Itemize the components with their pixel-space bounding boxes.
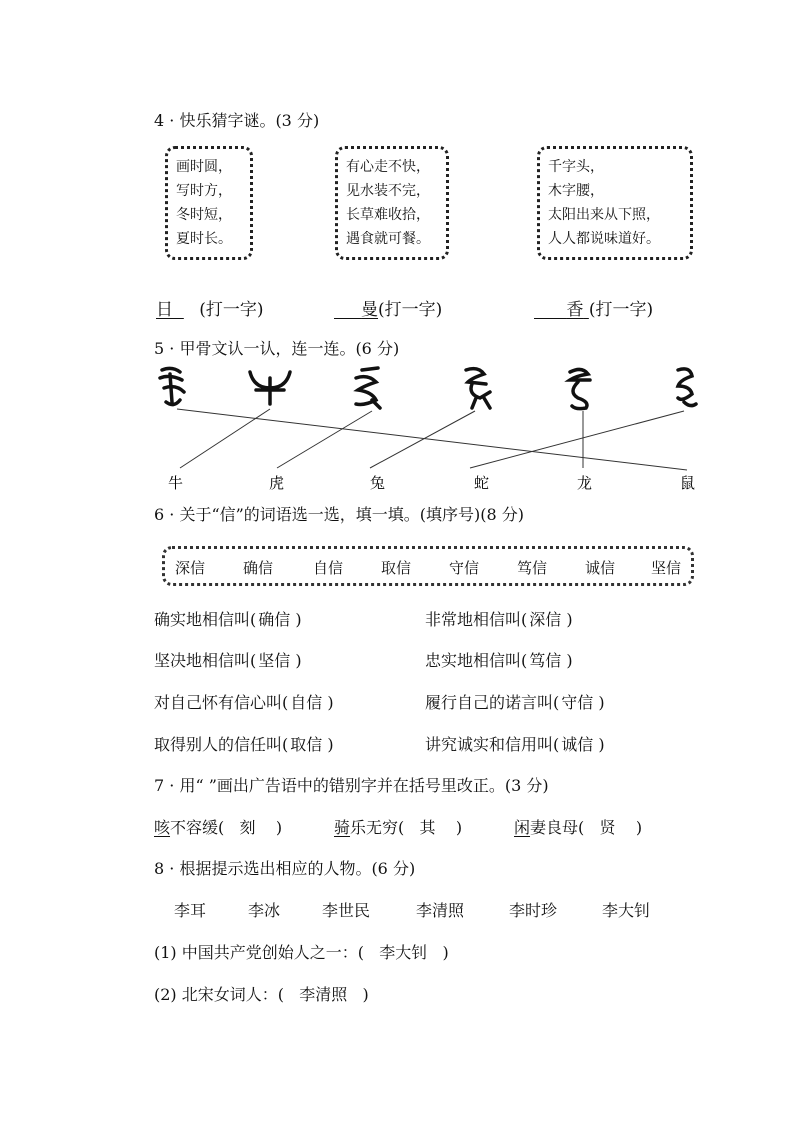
riddle-line: 千字头， <box>548 159 604 175</box>
word-bank <box>162 546 694 586</box>
matching-area <box>150 362 710 494</box>
definition-row <box>425 607 573 630</box>
slogan-item <box>154 815 282 838</box>
name-option: 李清照 <box>416 901 465 920</box>
name-option: 李世民 <box>322 901 371 920</box>
oracle-ox-icon <box>250 372 290 404</box>
definition-answer: 自信 <box>290 693 323 712</box>
definition-answer: 笃信 <box>529 651 562 670</box>
word-option: 深信 <box>175 559 206 577</box>
bracket-close: ) <box>362 985 369 1004</box>
riddle-line: 木字腰， <box>548 183 604 199</box>
match-line-rat <box>177 409 687 470</box>
q8-title: 8 · 根据提示选出相应的人物。(6 分) <box>154 859 416 878</box>
word-option: 诚信 <box>585 559 616 577</box>
riddle-answer-1 <box>156 295 263 320</box>
q7-title: 7 · 用“ ”画出广告语中的错别字并在括号里改正。(3 分) <box>154 776 549 795</box>
bracket-close: ) <box>295 610 302 629</box>
slogan-text: 乐无穷( <box>350 818 405 837</box>
bracket-close: ) <box>455 818 463 837</box>
definition-row <box>425 690 605 713</box>
bracket-close: ) <box>442 943 449 962</box>
corrected-char: 其 <box>419 818 436 837</box>
answer-char: 曼 <box>361 300 379 320</box>
bracket-close: ) <box>327 693 334 712</box>
definition-prompt: 确实地相信叫( <box>154 610 257 629</box>
slogan-item <box>514 815 642 838</box>
match-line-ox <box>180 409 270 468</box>
word-option: 坚信 <box>651 559 682 577</box>
bracket-close: ) <box>566 610 573 629</box>
animal-label: 龙 <box>577 474 593 492</box>
bracket-close: ) <box>327 735 334 754</box>
definition-answer: 坚信 <box>258 651 291 670</box>
match-line-rabbit <box>370 411 475 468</box>
animal-label: 虎 <box>269 474 285 492</box>
riddle-line: 人人都说味道好。 <box>548 231 660 247</box>
riddle-box-2 <box>335 146 449 260</box>
definition-answer: 守信 <box>561 693 594 712</box>
definition-prompt: 非常地相信叫( <box>425 610 528 629</box>
riddle-box-3 <box>537 146 693 260</box>
definition-answer: 确信 <box>258 610 291 629</box>
word-option: 笃信 <box>517 559 548 577</box>
oracle-rat-icon <box>160 368 184 404</box>
definition-answer: 深信 <box>529 610 562 629</box>
animal-label: 牛 <box>168 474 184 492</box>
answer-char: 日 <box>156 300 173 320</box>
definition-row <box>154 690 334 713</box>
definition-prompt: 忠实地相信叫( <box>425 651 528 670</box>
answer-hint: (打一字) <box>378 300 443 320</box>
person-prompt: (2) 北宋女词人：( <box>154 985 284 1004</box>
definition-row <box>154 732 334 755</box>
definition-prompt: 坚决地相信叫( <box>154 651 257 670</box>
person-question <box>154 982 369 1005</box>
slogan-text: 不容缓( <box>170 818 225 837</box>
match-line-tiger <box>277 411 372 468</box>
definition-prompt: 取得别人的信任叫( <box>154 735 289 754</box>
riddle-box-1 <box>165 146 253 260</box>
animal-label: 蛇 <box>474 474 490 492</box>
name-option: 李大钊 <box>602 901 651 920</box>
match-lines <box>177 409 687 470</box>
riddle-line: 冬时短， <box>176 207 232 223</box>
person-prompt: (1) 中国共产党创始人之一：( <box>154 943 364 962</box>
word-option: 守信 <box>449 559 480 577</box>
riddle-line: 写时方， <box>176 183 232 199</box>
answer-char: 香 <box>566 300 584 320</box>
answer-hint: (打一字) <box>588 300 654 320</box>
definition-answer: 取信 <box>290 735 323 754</box>
word-option: 取信 <box>381 559 412 577</box>
bracket-close: ) <box>275 818 283 837</box>
slogan-item <box>334 815 462 838</box>
slogan-text: 妻良母( <box>530 818 585 837</box>
name-option: 李耳 <box>174 901 207 920</box>
bracket-close: ) <box>598 693 605 712</box>
definition-row <box>425 648 573 671</box>
q4-title: 4 · 快乐猜字谜。(3 分) <box>154 111 320 130</box>
riddle-line: 见水装不完， <box>346 183 430 199</box>
person-answer: 李清照 <box>299 985 348 1004</box>
wrong-char: 骑 <box>334 818 351 837</box>
definition-answer: 诚信 <box>561 735 594 754</box>
name-option: 李时珍 <box>509 901 558 920</box>
person-answer: 李大钊 <box>379 943 428 962</box>
q5-title: 5 · 甲骨文认一认，连一连。(6 分) <box>154 339 400 358</box>
oracle-dragon-icon <box>570 369 590 408</box>
riddle-line: 遇食就可餐。 <box>346 231 430 247</box>
definition-prompt: 履行自己的诺言叫( <box>425 693 560 712</box>
bracket-close: ) <box>598 735 605 754</box>
person-question <box>154 940 449 963</box>
definition-row <box>154 648 302 671</box>
wrong-char: 闲 <box>514 818 531 837</box>
answer-hint: (打一字) <box>199 300 264 320</box>
riddle-line: 画时圆， <box>176 159 232 175</box>
match-line-snake <box>470 411 684 468</box>
riddle-line: 有心走不快， <box>346 159 430 175</box>
definition-row <box>425 732 605 755</box>
oracle-snake-icon <box>678 369 696 406</box>
definition-prompt: 对自己怀有信心叫( <box>154 693 289 712</box>
definition-prompt: 讲究诚实和信用叫( <box>425 735 560 754</box>
oracle-rabbit-icon <box>466 369 490 408</box>
bracket-close: ) <box>635 818 643 837</box>
animal-label: 鼠 <box>680 474 696 492</box>
bracket-close: ) <box>566 651 573 670</box>
corrected-char: 贤 <box>599 818 616 837</box>
animal-label: 兔 <box>370 474 386 492</box>
riddle-answer-3 <box>534 295 653 320</box>
name-option: 李冰 <box>248 901 281 920</box>
oracle-tiger-icon <box>356 368 380 408</box>
corrected-char: 刻 <box>239 818 256 837</box>
riddle-line: 太阳出来从下照， <box>548 207 660 223</box>
bracket-close: ) <box>295 651 302 670</box>
riddle-line: 夏时长。 <box>176 231 232 247</box>
word-option: 确信 <box>243 559 274 577</box>
riddle-line: 长草难收拾， <box>346 207 430 223</box>
definition-row <box>154 607 302 630</box>
riddle-answer-2 <box>334 295 442 320</box>
word-option: 自信 <box>313 559 344 577</box>
wrong-char: 咳 <box>154 818 171 837</box>
q6-title: 6 · 关于“信”的词语选一选，填一填。(填序号)(8 分) <box>154 505 525 524</box>
